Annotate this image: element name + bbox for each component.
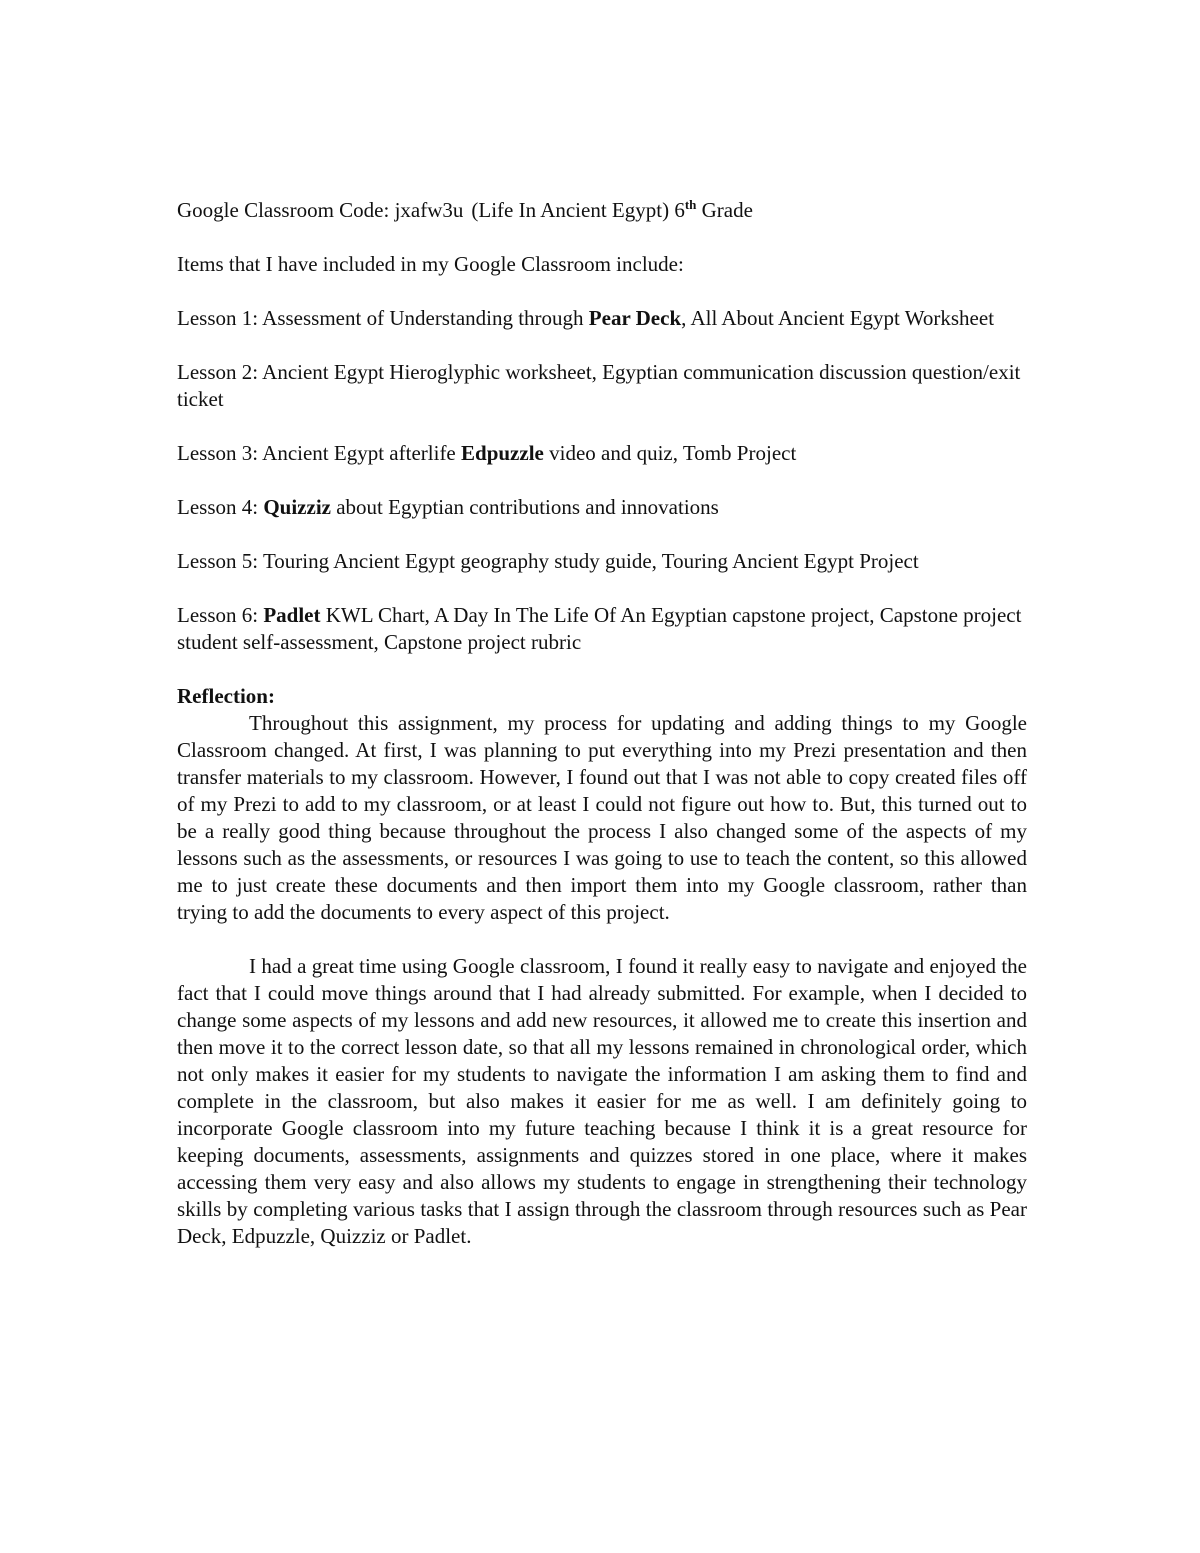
lesson-1-text: Lesson 1: Assessment of Understanding through: [177, 306, 589, 330]
grade-superscript: th: [684, 197, 697, 212]
lesson-5-text: Lesson 5: Touring Ancient Egypt geography study guide, Touring Ancient Egypt Project: [177, 549, 919, 573]
lesson-4-tool: Quizziz: [263, 495, 331, 519]
lesson-4: [177, 494, 1027, 521]
lesson-3: [177, 440, 1027, 467]
grade-label: Grade: [696, 198, 753, 222]
lesson-1-tool: Pear Deck: [588, 306, 682, 330]
reflection-paragraph-2: I had a great time using Google classroom, I found it really easy to navigate and enjoyed the fact that I could move things around that I had already submitted. For example, when I decided to change some aspects of my lessons and add new resources, it allowed me to create this insertion and then move it to the correct lesson date, so that all my lessons remained in chronological order, which not only makes it easier for my students to navigate the information I am asking them to find and complete in the classroom, but also makes it easier for me as well. I am definitely going to incorporate Google classroom into my future teaching because I think it is a great resource for keeping documents, assessments, assignments and quizzes stored in one place, where it makes accessing them very easy and also allows my students to engage in strengthening their technology skills by completing various tasks that I assign through the classroom through resources such as Pear Deck, Edpuzzle, Quizziz or Padlet.: [177, 954, 1027, 1248]
lesson-3-tool: Edpuzzle: [461, 441, 544, 465]
lesson-6-tool: Padlet: [263, 603, 321, 627]
lesson-1-rest: , All About Ancient Egypt Worksheet: [681, 306, 995, 330]
lesson-1: [177, 305, 1027, 332]
lesson-4-text: Lesson 4:: [177, 495, 264, 519]
lesson-6-text: Lesson 6:: [177, 603, 264, 627]
reflection-heading: Reflection:: [177, 684, 275, 708]
classroom-code-line: [177, 197, 1027, 224]
reflection-paragraph-1: Throughout this assignment, my process for updating and adding things to my Google Classroom changed. At first, I was planning to put everything into my Prezi presentation and then transfer materials to my classroom. However, I found out that I was not able to copy created files off of my Prezi to add to my classroom, or at least I could not figure out how to. But, this turned out to be a really good thing because throughout the process I also changed some of the aspects of my lessons such as the assessments, or resources I was going to use to teach the content, so this allowed me to just create these documents and then import them into my Google classroom, rather than trying to add the documents to every aspect of this project.: [177, 711, 1027, 924]
lesson-2: [177, 359, 1027, 413]
intro-line: Items that I have included in my Google Classroom include:: [177, 252, 684, 276]
lesson-4-rest: about Egyptian contributions and innovations: [330, 495, 719, 519]
lesson-3-rest: video and quiz, Tomb Project: [543, 441, 797, 465]
lesson-6: [177, 602, 1027, 656]
classroom-code-text: Google Classroom Code: jxafw3u: [177, 198, 464, 222]
course-title: (Life In Ancient Egypt) 6: [471, 198, 685, 222]
document-body: [177, 197, 1027, 1277]
lesson-6-rest: KWL Chart, A Day In The Life Of An Egyptian capstone project, Capstone project student self-assessment, Capstone project rubric: [177, 603, 1022, 654]
lesson-2-text: Lesson 2: Ancient Egypt Hieroglyphic worksheet, Egyptian communication discussion question/exit ticket: [177, 360, 1021, 411]
lesson-5: [177, 548, 1027, 575]
lesson-3-text: Lesson 3: Ancient Egypt afterlife: [177, 441, 462, 465]
